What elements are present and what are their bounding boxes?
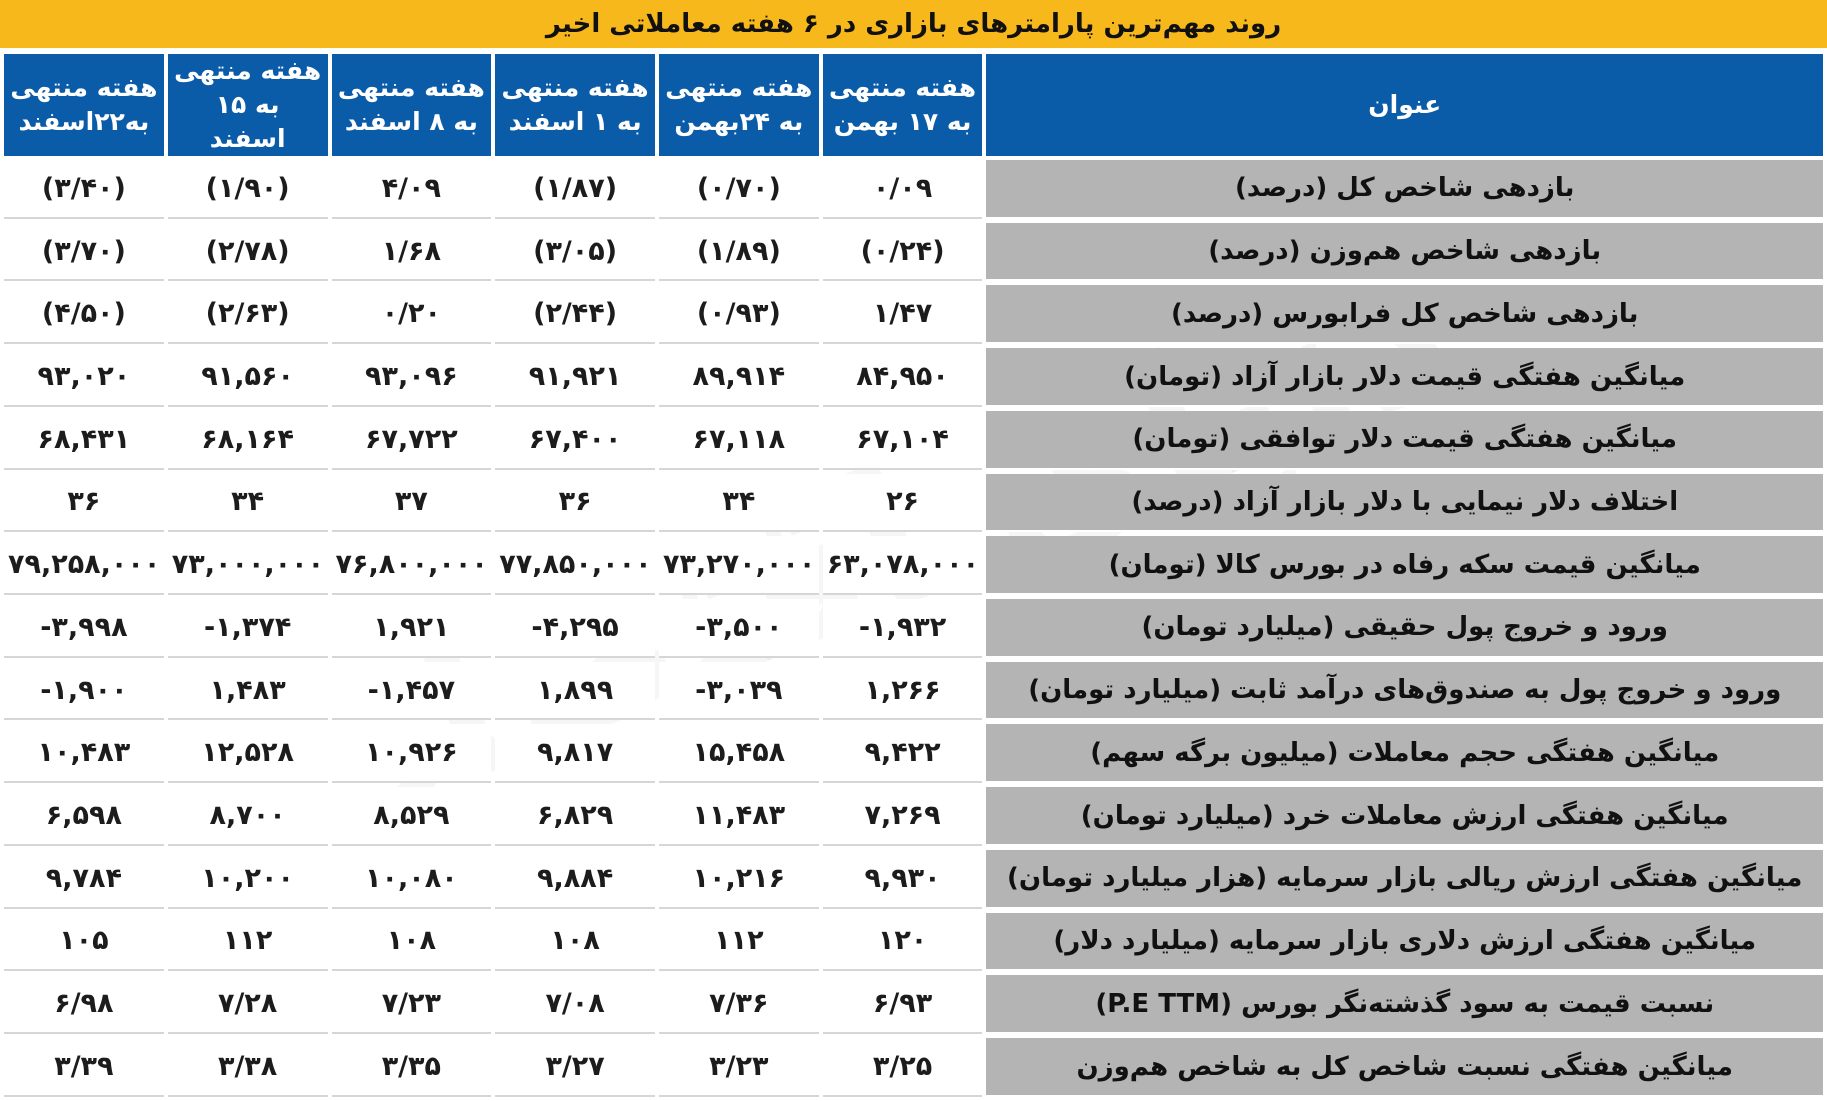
column-header-line2: به ۸ اسفند — [344, 107, 478, 136]
header-label: عنوان — [986, 54, 1823, 156]
table-cell: -۱,۹۳۲ — [823, 599, 983, 658]
table-cell: ۰/۰۹ — [823, 160, 983, 219]
table-row — [4, 223, 1823, 282]
row-label: نسبت قیمت به سود گذشته‌نگر بورس (P.E TTM) — [986, 975, 1823, 1034]
table-cell: ۳۷ — [332, 474, 492, 533]
table-row — [4, 913, 1823, 972]
table-cell: ۳۶ — [495, 474, 655, 533]
table-cell: -۱,۴۵۷ — [332, 662, 492, 721]
table-cell: ۱۰,۹۲۶ — [332, 724, 492, 783]
column-header-line1: هفته منتهی — [174, 56, 322, 85]
table-cell: ۱۲,۵۲۸ — [168, 724, 328, 783]
table-cell: ۳۴ — [659, 474, 819, 533]
table-cell: ۳/۲۳ — [659, 1038, 819, 1097]
table-cell: ۶۷,۱۱۸ — [659, 411, 819, 470]
row-label: میانگین هفتگی ارزش ریالی بازار سرمایه (هزار میلیارد تومان) — [986, 850, 1823, 909]
table-cell: (۱/۸۷) — [495, 160, 655, 219]
row-label: میانگین هفتگی ارزش دلاری بازار سرمایه (میلیارد دلار) — [986, 913, 1823, 972]
table-cell: (۲/۷۸) — [168, 223, 328, 282]
table-cell: ۹,۴۲۲ — [823, 724, 983, 783]
table-cell: ۱/۶۸ — [332, 223, 492, 282]
table-cell: -۴,۲۹۵ — [495, 599, 655, 658]
table-cell: (۳/۴۰) — [4, 160, 164, 219]
column-header — [495, 54, 655, 156]
row-label: بازدهی شاخص هم‌وزن (درصد) — [986, 223, 1823, 282]
column-header — [168, 54, 328, 156]
table-cell: ۱۲۰ — [823, 913, 983, 972]
table-row — [4, 599, 1823, 658]
table-cell: (۰/۷۰) — [659, 160, 819, 219]
table-cell: (۰/۲۴) — [823, 223, 983, 282]
column-header — [659, 54, 819, 156]
table-cell: (۳/۷۰) — [4, 223, 164, 282]
row-label: ورود و خروج پول حقیقی (میلیارد تومان) — [986, 599, 1823, 658]
row-label: اختلاف دلار نیمایی با دلار بازار آزاد (درصد) — [986, 474, 1823, 533]
table-cell: (۳/۰۵) — [495, 223, 655, 282]
table-cell: ۹,۷۸۴ — [4, 850, 164, 909]
table-cell: ۱,۲۶۶ — [823, 662, 983, 721]
column-header — [4, 54, 164, 156]
table-cell: ۹۱,۹۲۱ — [495, 348, 655, 407]
table-cell: ۱۵,۴۵۸ — [659, 724, 819, 783]
column-header-line2: به۲۲اسفند — [18, 107, 150, 136]
table-cell: ۸۴,۹۵۰ — [823, 348, 983, 407]
table-cell: ۹,۸۱۷ — [495, 724, 655, 783]
table-cell: ۳/۳۵ — [332, 1038, 492, 1097]
table-cell: ۷,۲۶۹ — [823, 787, 983, 846]
table-cell: (۱/۹۰) — [168, 160, 328, 219]
table-cell: ۶۷,۴۰۰ — [495, 411, 655, 470]
table-row — [4, 850, 1823, 909]
table-cell: ۷/۲۳ — [332, 975, 492, 1034]
column-header-line2: به ۱۷ بهمن — [833, 107, 972, 136]
table-cell: ۱۰,۰۸۰ — [332, 850, 492, 909]
column-header-line2: به ۱۵ اسفند — [209, 90, 286, 153]
table-cell: ۹۳,۰۲۰ — [4, 348, 164, 407]
table-cell: ۷۳,۰۰۰,۰۰۰ — [168, 536, 328, 595]
row-label: میانگین هفتگی حجم معاملات (میلیون برگه سهم) — [986, 724, 1823, 783]
table-row — [4, 536, 1823, 595]
table-row — [4, 348, 1823, 407]
column-header-line1: هفته منتهی — [10, 73, 158, 102]
table-cell: ۹,۸۸۴ — [495, 850, 655, 909]
row-label: ورود و خروج پول به صندوق‌های درآمد ثابت (میلیارد تومان) — [986, 662, 1823, 721]
table-cell: ۷۷,۸۵۰,۰۰۰ — [495, 536, 655, 595]
table-cell: ۶۷,۷۲۲ — [332, 411, 492, 470]
table-row — [4, 1038, 1823, 1097]
column-header-line2: به ۲۴بهمن — [674, 107, 804, 136]
table-cell: ۹۱,۵۶۰ — [168, 348, 328, 407]
table-cell: ۶۸,۱۶۴ — [168, 411, 328, 470]
row-label: بازدهی شاخص کل فرابورس (درصد) — [986, 285, 1823, 344]
table-cell: ۱۱۲ — [168, 913, 328, 972]
table-cell: ۱,۴۸۳ — [168, 662, 328, 721]
table-cell: ۳/۳۹ — [4, 1038, 164, 1097]
table-cell: ۷۶,۸۰۰,۰۰۰ — [332, 536, 492, 595]
table-cell: ۱۰,۲۰۰ — [168, 850, 328, 909]
table-cell: ۷/۳۶ — [659, 975, 819, 1034]
table-cell: -۱,۹۰۰ — [4, 662, 164, 721]
table-cell: ۳۶ — [4, 474, 164, 533]
table-row — [4, 787, 1823, 846]
table-cell: ۹,۹۳۰ — [823, 850, 983, 909]
table-cell: (۴/۵۰) — [4, 285, 164, 344]
row-label: میانگین هفتگی قیمت دلار بازار آزاد (تومان) — [986, 348, 1823, 407]
table-cell: ۱۰,۴۸۳ — [4, 724, 164, 783]
table-cell: ۳۴ — [168, 474, 328, 533]
table-cell: ۱/۴۷ — [823, 285, 983, 344]
table-cell: ۶۸,۴۳۱ — [4, 411, 164, 470]
column-header — [332, 54, 492, 156]
table-cell: ۸,۷۰۰ — [168, 787, 328, 846]
table-cell: ۷/۲۸ — [168, 975, 328, 1034]
table-cell: ۰/۲۰ — [332, 285, 492, 344]
table-row — [4, 160, 1823, 219]
table-cell: ۷/۰۸ — [495, 975, 655, 1034]
column-header-line1: هفته منتهی — [829, 73, 977, 102]
table-cell: ۲۶ — [823, 474, 983, 533]
table-row — [4, 285, 1823, 344]
table-cell: ۱۱,۴۸۳ — [659, 787, 819, 846]
row-label: میانگین قیمت سکه رفاه در بورس کالا (تومان) — [986, 536, 1823, 595]
table-cell: ۱۱۲ — [659, 913, 819, 972]
table-cell: (۲/۶۳) — [168, 285, 328, 344]
table-cell: ۶,۸۲۹ — [495, 787, 655, 846]
table-cell: ۶/۹۸ — [4, 975, 164, 1034]
table-cell: ۸,۵۲۹ — [332, 787, 492, 846]
table-cell: ۱۰۵ — [4, 913, 164, 972]
table-cell: ۱۰۸ — [495, 913, 655, 972]
table-cell: ۴/۰۹ — [332, 160, 492, 219]
table-row — [4, 474, 1823, 533]
table-row — [4, 411, 1823, 470]
table-cell: -۱,۳۷۴ — [168, 599, 328, 658]
table-cell: (۲/۴۴) — [495, 285, 655, 344]
table-cell: ۱,۸۹۹ — [495, 662, 655, 721]
table-cell: ۱۰۸ — [332, 913, 492, 972]
table-cell: ۶/۹۳ — [823, 975, 983, 1034]
column-header — [823, 54, 983, 156]
column-header-line1: هفته منتهی — [337, 73, 485, 102]
row-label: بازدهی شاخص کل (درصد) — [986, 160, 1823, 219]
table-cell: ۸۹,۹۱۴ — [659, 348, 819, 407]
table-cell: -۳,۰۳۹ — [659, 662, 819, 721]
table-cell: ۶,۵۹۸ — [4, 787, 164, 846]
table-cell: ۱,۹۲۱ — [332, 599, 492, 658]
column-header-line1: هفته منتهی — [665, 73, 813, 102]
row-label: میانگین هفتگی قیمت دلار توافقی (تومان) — [986, 411, 1823, 470]
table-cell: ۶۷,۱۰۴ — [823, 411, 983, 470]
table-row — [4, 724, 1823, 783]
table-cell: ۹۳,۰۹۶ — [332, 348, 492, 407]
table-cell: (۱/۸۹) — [659, 223, 819, 282]
parameters-table — [0, 50, 1827, 1101]
table-cell: ۳/۲۷ — [495, 1038, 655, 1097]
table-row — [4, 662, 1823, 721]
table-cell: (۰/۹۳) — [659, 285, 819, 344]
table-cell: ۱۰,۲۱۶ — [659, 850, 819, 909]
column-header-line2: به ۱ اسفند — [508, 107, 642, 136]
table-body — [4, 160, 1823, 1097]
table-cell: -۳,۹۹۸ — [4, 599, 164, 658]
table-cell: ۳/۲۵ — [823, 1038, 983, 1097]
table-cell: ۷۹,۲۵۸,۰۰۰ — [4, 536, 164, 595]
table-row — [4, 975, 1823, 1034]
table-title: روند مهم‌ترین پارامترهای بازاری در ۶ هفته معاملاتی اخیر — [0, 0, 1827, 48]
column-header-line1: هفته منتهی — [501, 73, 649, 102]
table-cell: ۷۳,۲۷۰,۰۰۰ — [659, 536, 819, 595]
row-label: میانگین هفتگی ارزش معاملات خرد (میلیارد تومان) — [986, 787, 1823, 846]
header-row — [4, 54, 1823, 156]
table-cell: ۳/۳۸ — [168, 1038, 328, 1097]
table-cell: ۶۳,۰۷۸,۰۰۰ — [823, 536, 983, 595]
table-cell: -۳,۵۰۰ — [659, 599, 819, 658]
row-label: میانگین هفتگی نسبت شاخص کل به شاخص هم‌وزن — [986, 1038, 1823, 1097]
